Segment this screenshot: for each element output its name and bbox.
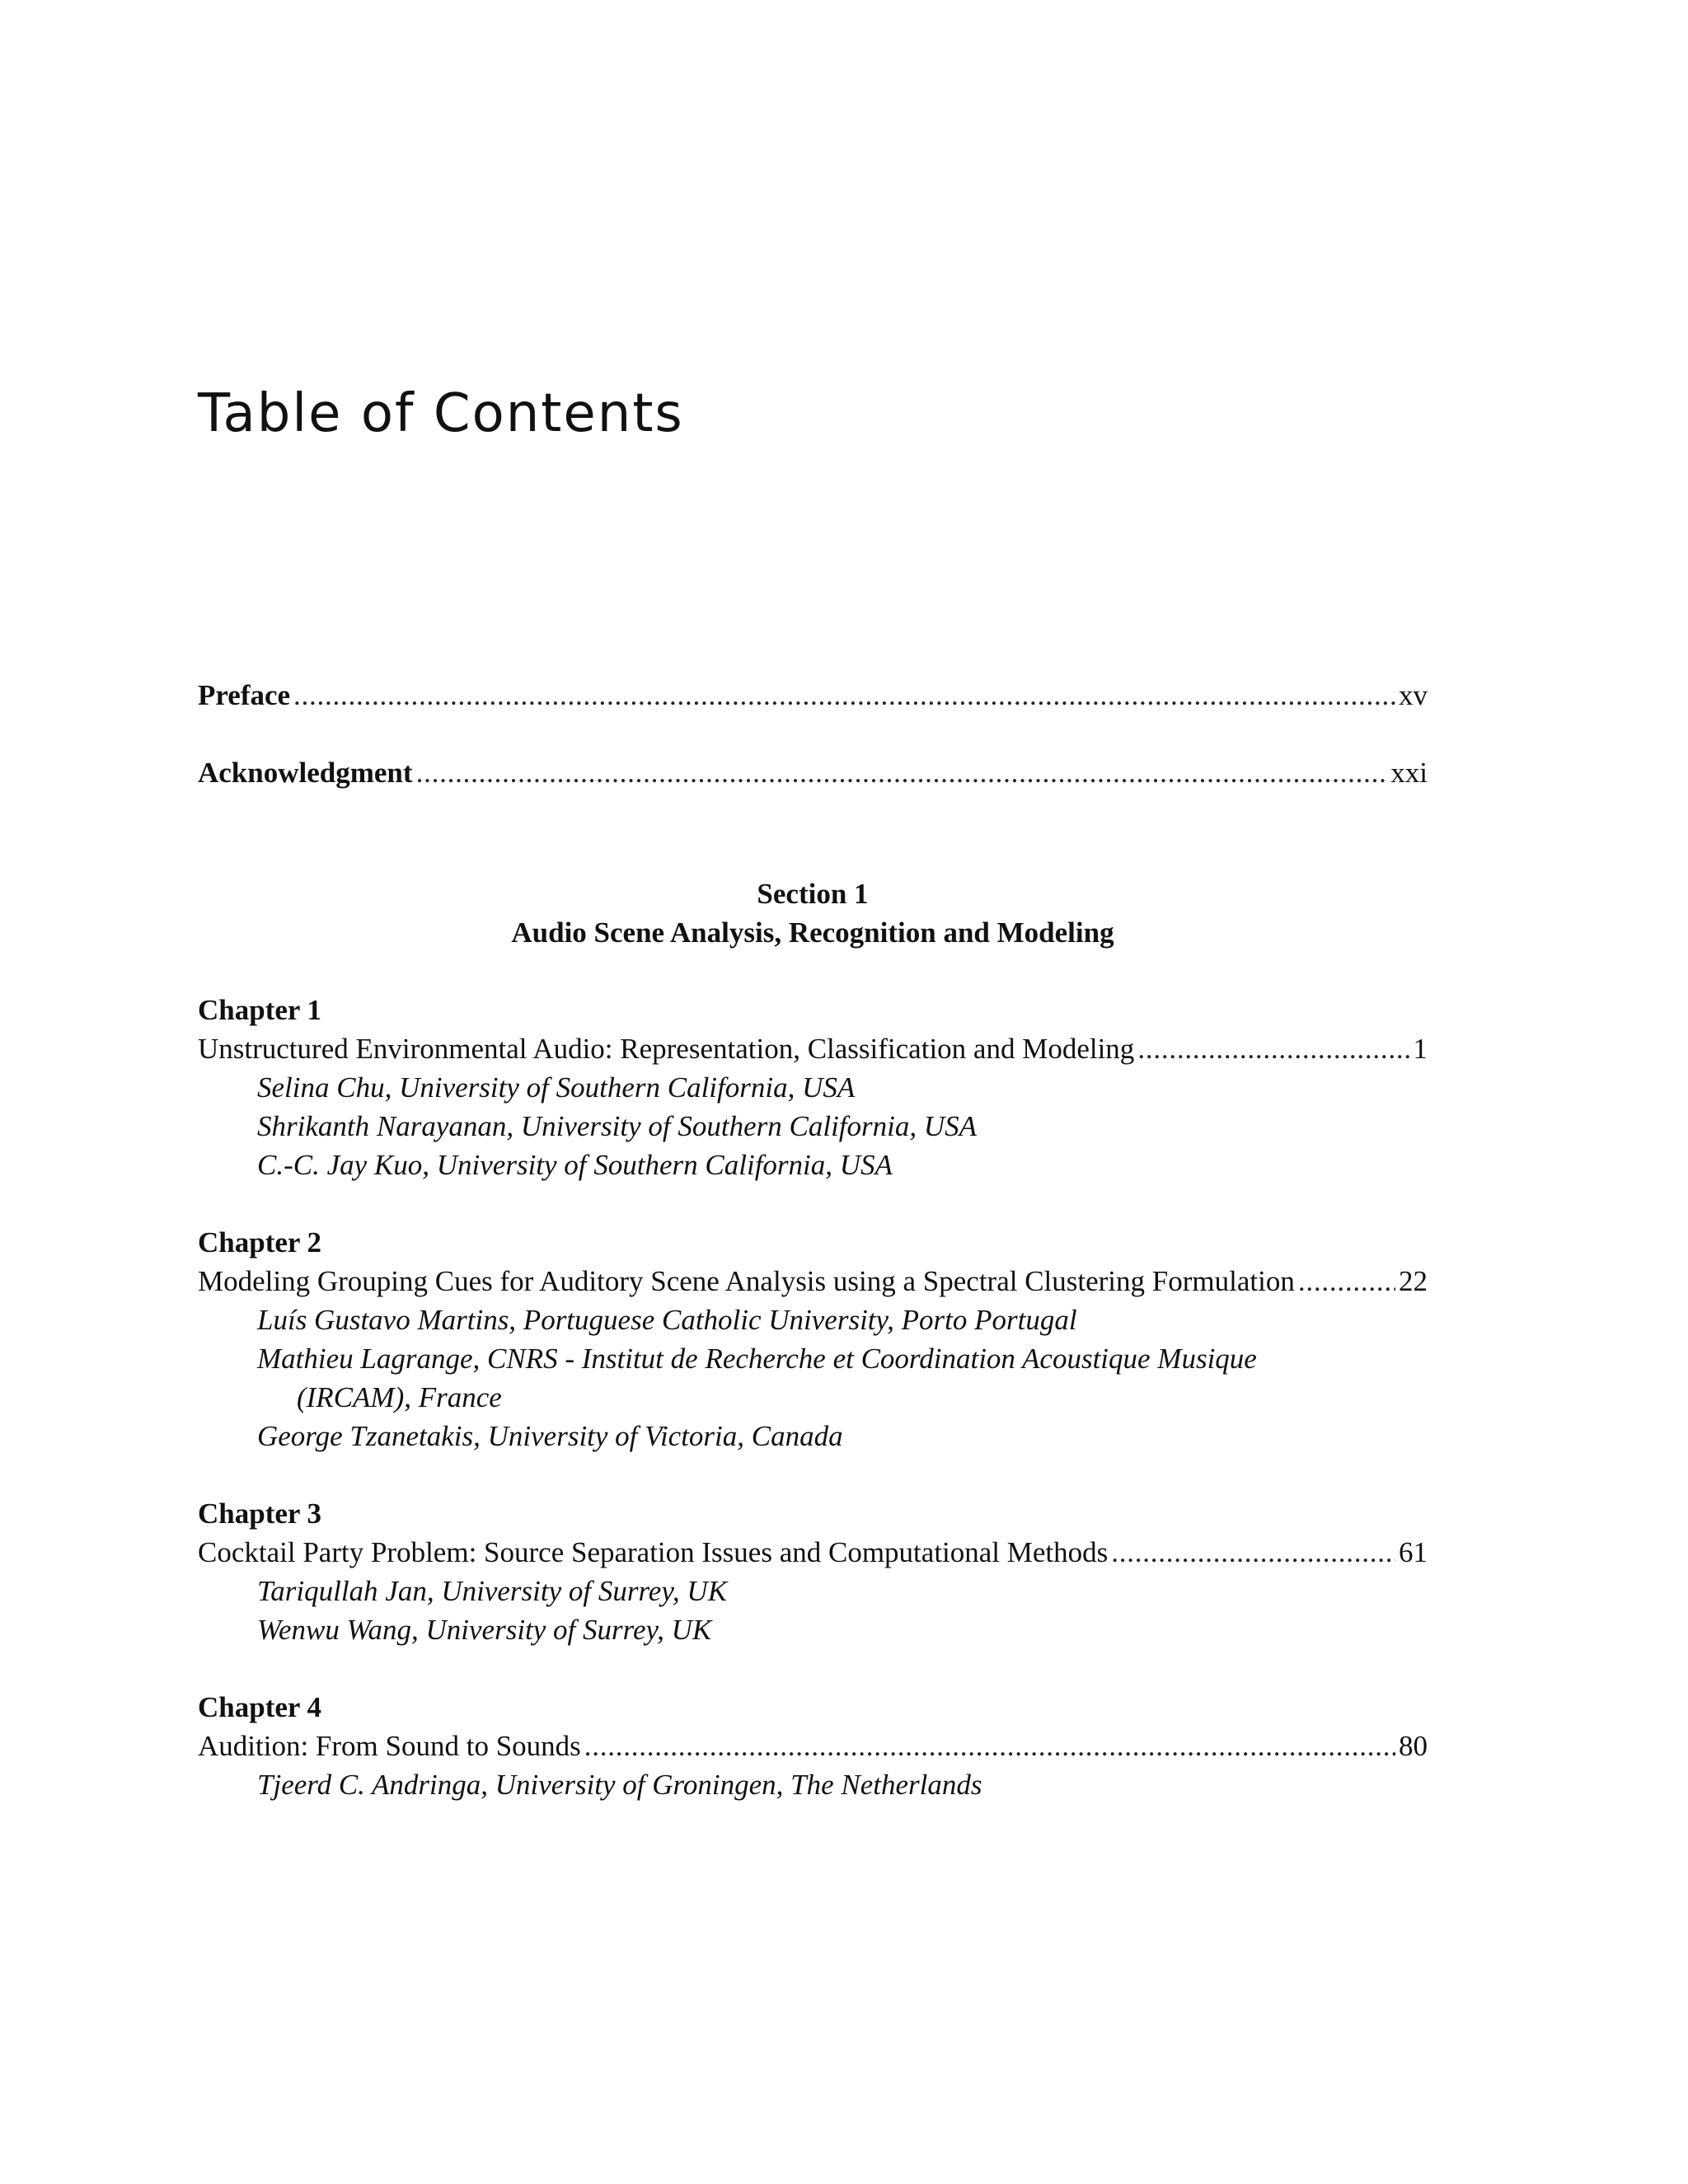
- page-title: Table of Contents: [198, 383, 684, 444]
- chapter-title: Cocktail Party Problem: Source Separation Issues and Computational Methods: [198, 1536, 1109, 1568]
- entry-label: Acknowledgment: [198, 757, 413, 789]
- toc-content: [198, 676, 1428, 1804]
- chapter-number: Chapter 4: [198, 1691, 322, 1723]
- entry-label: Preface: [198, 679, 291, 711]
- toc-entry-acknowledgment[interactable]: [198, 753, 1428, 792]
- section-number: Section 1: [757, 878, 869, 910]
- dot-leader: [416, 753, 1388, 792]
- chapter-title-link[interactable]: [198, 1727, 1428, 1765]
- section-heading: [198, 874, 1428, 952]
- chapter-page-number: 22: [1399, 1265, 1428, 1297]
- chapter-page-number: 80: [1399, 1730, 1428, 1762]
- chapter-author: Selina Chu, University of Southern California, USA: [257, 1071, 856, 1104]
- chapter-number: Chapter 2: [198, 1226, 322, 1258]
- chapter-author: Luís Gustavo Martins, Portuguese Catholic University, Porto Portugal: [257, 1304, 1077, 1336]
- chapter-number: Chapter 1: [198, 994, 322, 1026]
- dot-leader: [293, 676, 1395, 715]
- chapter-author: Tariqullah Jan, University of Surrey, UK: [257, 1575, 728, 1607]
- chapter-author: Wenwu Wang, University of Surrey, UK: [257, 1614, 712, 1646]
- entry-page-number: xv: [1399, 679, 1428, 711]
- chapter-page-number: 61: [1399, 1536, 1428, 1568]
- dot-leader: [1137, 1029, 1409, 1068]
- chapter-entry-3: [198, 1494, 1428, 1649]
- chapter-title-link[interactable]: [198, 1533, 1428, 1572]
- chapter-author: Tjeerd C. Andringa, University of Groningen, The Netherlands: [257, 1769, 982, 1801]
- chapter-author: George Tzanetakis, University of Victoria, Canada: [257, 1420, 843, 1452]
- dot-leader: [1298, 1262, 1395, 1301]
- chapter-author: C.-C. Jay Kuo, University of Southern California, USA: [257, 1149, 893, 1181]
- chapter-page-number: 1: [1413, 1033, 1428, 1065]
- chapter-title: Modeling Grouping Cues for Auditory Scene Analysis using a Spectral Clustering Formulation: [198, 1265, 1295, 1297]
- dot-leader: [584, 1727, 1395, 1765]
- chapter-title: Audition: From Sound to Sounds: [198, 1730, 581, 1762]
- dot-leader: [1111, 1533, 1395, 1572]
- section-title: Audio Scene Analysis, Recognition and Modeling: [511, 916, 1114, 949]
- chapter-number: Chapter 3: [198, 1497, 322, 1530]
- chapter-title-link[interactable]: [198, 1262, 1428, 1301]
- chapter-author: Shrikanth Narayanan, University of Southern California, USA: [257, 1110, 978, 1142]
- chapter-entry-2: [198, 1223, 1428, 1455]
- entry-page-number: xxi: [1390, 757, 1428, 789]
- chapter-entry-4: [198, 1688, 1428, 1804]
- chapter-author: Mathieu Lagrange, CNRS - Institut de Recherche et Coordination Acoustique Musique: [257, 1343, 1257, 1375]
- chapter-author-continuation: (IRCAM), France: [297, 1381, 502, 1413]
- toc-entry-preface[interactable]: [198, 676, 1428, 715]
- chapter-title: Unstructured Environmental Audio: Representation, Classification and Modeling: [198, 1033, 1135, 1065]
- chapter-title-link[interactable]: [198, 1029, 1428, 1068]
- chapter-entry-1: [198, 991, 1428, 1184]
